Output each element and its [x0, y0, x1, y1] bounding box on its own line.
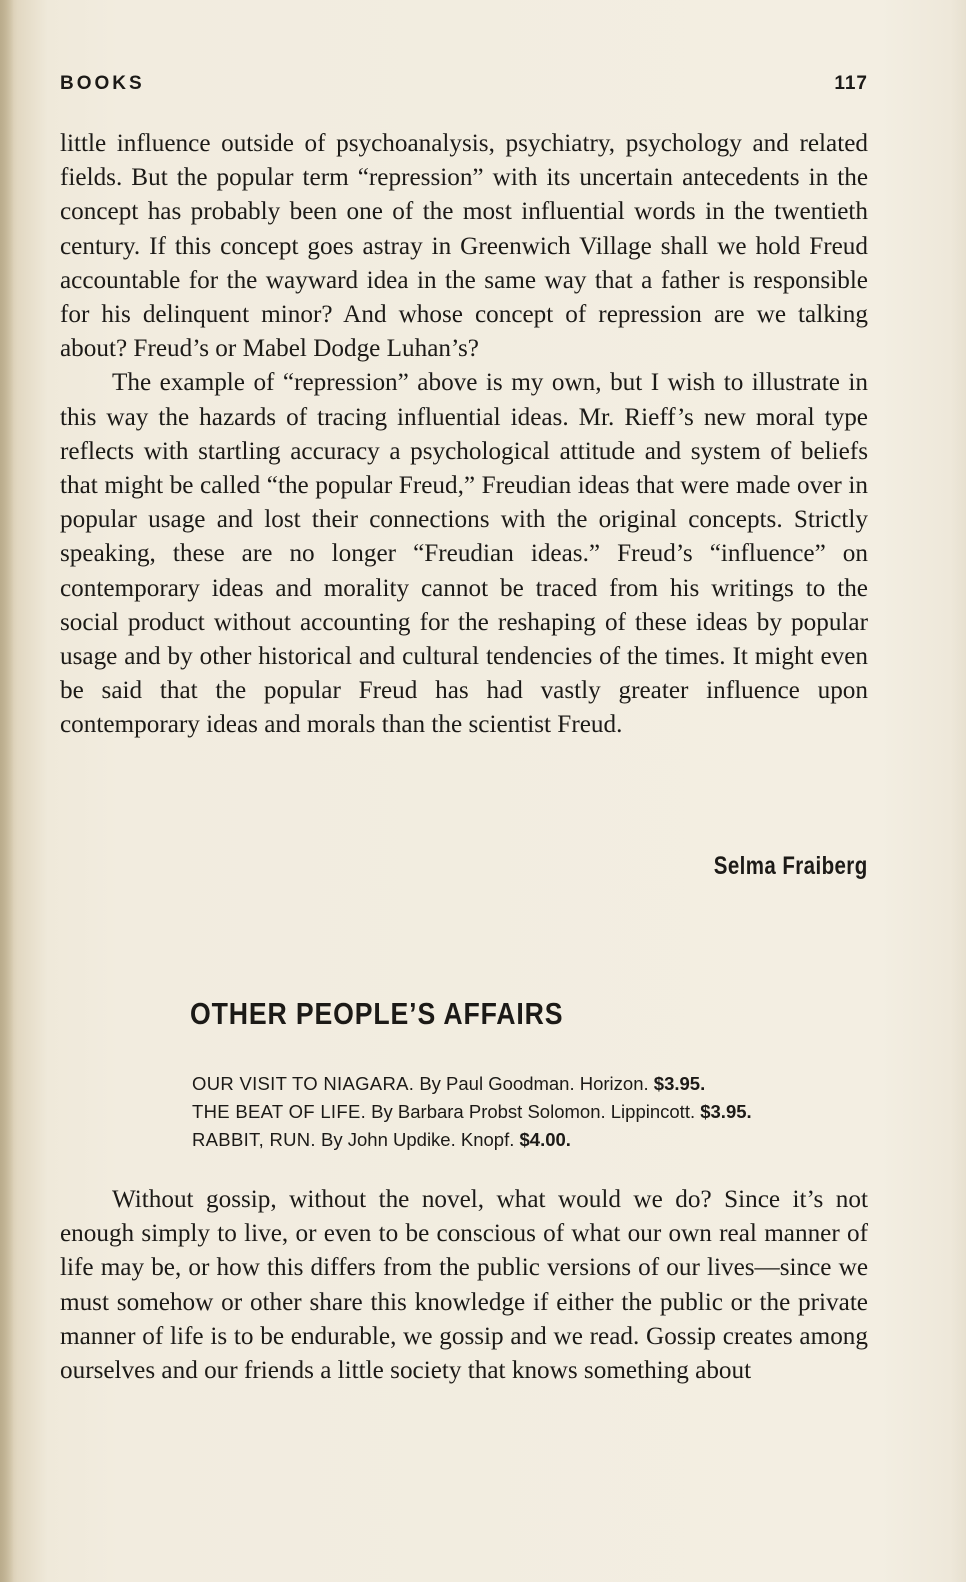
review-continuation-text	[60, 127, 868, 743]
article-title: OTHER PEOPLE’S AFFAIRS	[190, 996, 564, 1031]
book-entry	[192, 1070, 752, 1098]
book-price: $3.95.	[700, 1101, 752, 1122]
book-details: By John Updike. Knopf.	[321, 1129, 515, 1150]
paragraph: Without gossip, without the novel, what would we do? Since it’s not enough simply to live, or even to be conscious of what our own real manner of life may be, or how this differs from the public versions of our lives—since we must somehow or other share this knowledge if either the public or the private manner of life is to be endurable, we gossip and we read. Gossip creates among ourselves and our friends a little society that knows something about	[60, 1186, 868, 1385]
reviewer-signature: Selma Fraiberg	[714, 852, 868, 880]
book-title: RABBIT, RUN.	[192, 1129, 316, 1150]
binding-gutter-shadow	[0, 0, 14, 1582]
book-price: $4.00.	[519, 1129, 571, 1150]
book-entry	[192, 1126, 752, 1154]
book-price: $3.95.	[653, 1073, 706, 1094]
page-number: 117	[834, 73, 868, 94]
section-title: BOOKS	[60, 73, 145, 94]
book-details: By Barbara Probst Solomon. Lippincott.	[371, 1101, 696, 1122]
article-body-text	[60, 1183, 868, 1388]
book-title: OUR VISIT TO NIAGARA.	[192, 1073, 415, 1094]
running-head	[60, 73, 868, 103]
paragraph: The example of “repression” above is my own, but I wish to illustrate in this way the hazards of tracing influential ideas. Mr. Rieff’s new moral type reflects with startling accuracy a psychological attitude and system of beliefs that might be called “the popular Freud,” Freudian ideas that were made over in popular usage and lost their connections with the original concepts. Strictly speaking, these are no longer “Freudian ideas.” Freud’s “influence” on contemporary ideas and morality cannot be traced from his writings to the social product without accounting for the reshaping of these ideas by popular usage and by other historical and cultural tendencies of the times. It might even be said that the popular Freud has had vastly greater influence upon contemporary ideas and morals than the scientist Freud.	[60, 369, 868, 739]
book-details: By Paul Goodman. Horizon.	[419, 1073, 649, 1094]
book-entry	[192, 1098, 752, 1126]
paragraph: little influence outside of psychoanalysis, psychiatry, psychology and related fields. But the popular term “repression” with its uncertain antecedents in the concept has probably been one of the most influential words in the twentieth century. If this concept goes astray in Greenwich Village shall we hold Freud accountable for the wayward idea in the same way that a father is responsible for his delinquent minor? And whose concept of repression are we talking about? Freud’s or Mabel Dodge Luhan’s?	[60, 130, 868, 363]
reviewed-books-list	[192, 1070, 752, 1154]
book-title: THE BEAT OF LIFE.	[192, 1101, 367, 1122]
